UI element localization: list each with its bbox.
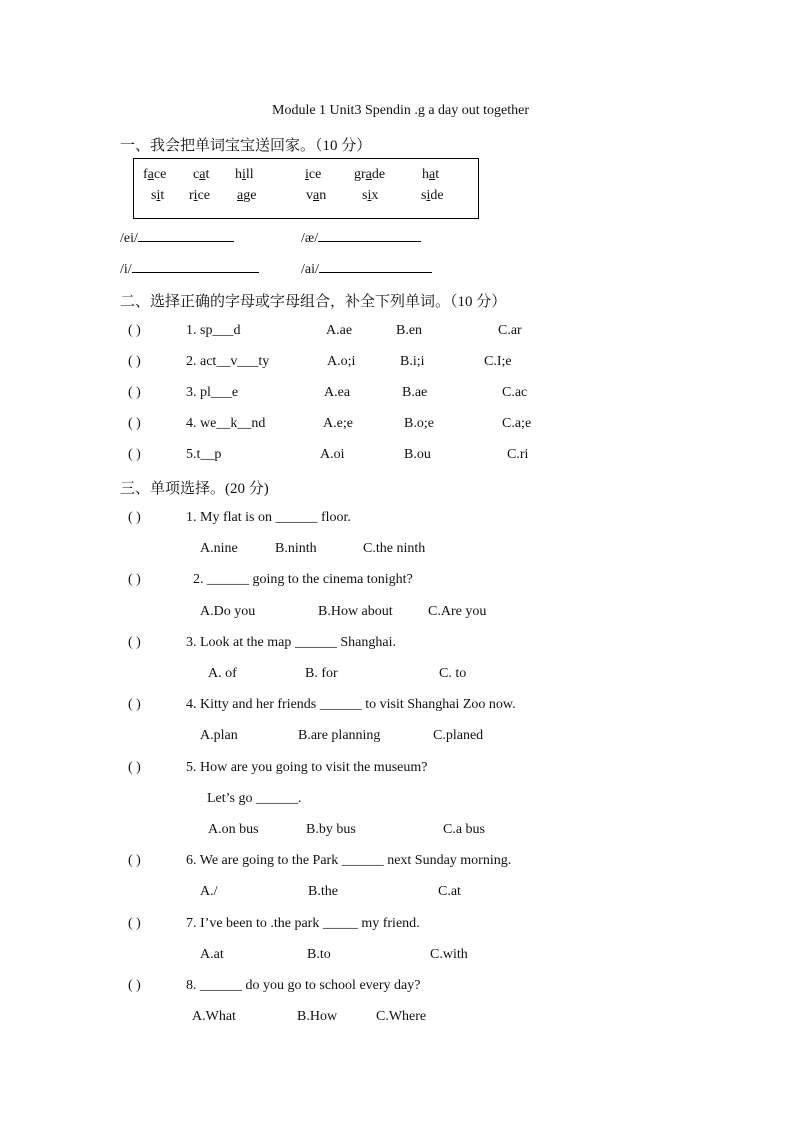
answer-line-ei[interactable] [138,229,234,242]
option-a: A. of [208,666,237,681]
answer-paren[interactable]: ( ) [128,572,141,587]
option-a: A.What [192,1009,236,1024]
phonetic-ae-row [301,229,421,247]
page-title: Module 1 Unit3 Spendin .g a day out together [272,103,530,118]
answer-paren[interactable]: ( ) [128,354,141,369]
word-grade: grade [354,167,386,182]
word-hat: hat [422,167,440,182]
word-van: van [306,188,327,203]
question-text: 3. Look at the map ______ Shanghai. [186,635,396,650]
option-c: C.Where [376,1009,427,1024]
option-a: A.o;i [327,354,356,369]
answer-paren[interactable]: ( ) [128,510,141,525]
option-c: C.a bus [443,822,485,837]
word-side: side [421,188,444,203]
answer-line-ai[interactable] [319,260,432,273]
answer-paren[interactable]: ( ) [128,853,141,868]
question-text: 2. act__v___ty [186,354,270,369]
option-a: A.ae [326,323,353,338]
answer-paren[interactable]: ( ) [128,323,141,338]
option-b: B.How [297,1009,338,1024]
question-text: 4. Kitty and her friends ______ to visit Shanghai Zoo now. [186,697,516,712]
option-b: B.How about [318,604,393,619]
option-c: C.ar [498,323,522,338]
option-c: C.ac [502,385,528,400]
word-face: face [143,167,167,182]
answer-line-ae[interactable] [318,229,421,242]
option-a: A.on bus [208,822,259,837]
option-c: C.with [430,947,468,962]
section2-heading: 二、选择正确的字母或字母组合，补全下列单词。（10 分） [120,294,507,310]
question-text: 8. ______ do you go to school every day? [186,978,421,993]
question-subtext: Let’s go ______. [207,791,302,806]
phonetic-ai: /ai/ [301,262,319,277]
phonetic-ei-row [120,229,234,247]
option-c: C.I;e [484,354,512,369]
answer-paren[interactable]: ( ) [128,697,141,712]
word-ice: ice [305,167,322,182]
question-text: 2. ______ going to the cinema tonight? [193,572,413,587]
option-a: A.nine [200,541,238,556]
option-a: A.at [200,947,224,962]
option-c: C.the ninth [363,541,426,556]
option-a: A.oi [320,447,345,462]
option-b: B.are planning [298,728,381,743]
option-a: A.plan [200,728,238,743]
option-c: C.a;e [502,416,532,431]
option-b: B.to [307,947,331,962]
option-c: C.at [438,884,461,899]
answer-paren[interactable]: ( ) [128,385,141,400]
answer-paren[interactable]: ( ) [128,416,141,431]
question-text: 1. My flat is on ______ floor. [186,510,351,525]
phonetic-ae: /æ/ [301,231,319,246]
option-a: A.e;e [323,416,353,431]
option-c: C.planed [433,728,484,743]
phonetic-ei: /ei/ [120,231,138,246]
option-a: A./ [200,884,218,899]
option-a: A.Do you [200,604,256,619]
question-text: 7. I’ve been to .the park _____ my friend. [186,916,420,931]
option-c: C.ri [507,447,529,462]
option-b: B.the [308,884,338,899]
option-c: C.Are you [428,604,487,619]
answer-line-i[interactable] [132,260,259,273]
question-text: 4. we__k__nd [186,416,266,431]
option-b: B. for [305,666,338,681]
option-a: A.ea [324,385,351,400]
option-b: B.o;e [404,416,434,431]
phonetic-i: /i/ [120,262,132,277]
option-b: B.by bus [306,822,356,837]
option-b: B.i;i [400,354,425,369]
word-six: six [362,188,379,203]
phonetic-ai-row [301,260,432,278]
answer-paren[interactable]: ( ) [128,978,141,993]
word-rice: rice [189,188,210,203]
word-age: age [237,188,257,203]
question-text: 5. How are you going to visit the museum? [186,760,428,775]
answer-paren[interactable]: ( ) [128,447,141,462]
option-c: C. to [439,666,467,681]
question-text: 1. sp___d [186,323,241,338]
option-b: B.ninth [275,541,317,556]
option-b: B.ou [404,447,431,462]
answer-paren[interactable]: ( ) [128,760,141,775]
question-text: 6. We are going to the Park ______ next Sunday morning. [186,853,512,868]
section1-heading: 一、我会把单词宝宝送回家。（10 分） [120,138,372,154]
section3-heading: 三、单项选择。(20 分) [120,481,269,497]
word-sit: sit [151,188,165,203]
question-text: 3. pl___e [186,385,239,400]
word-cat: cat [193,167,210,182]
option-b: B.ae [402,385,428,400]
option-b: B.en [396,323,423,338]
word-hill: hill [235,167,254,182]
question-text: 5.t__p [186,447,222,462]
answer-paren[interactable]: ( ) [128,916,141,931]
answer-paren[interactable]: ( ) [128,635,141,650]
phonetic-i-row [120,260,259,278]
